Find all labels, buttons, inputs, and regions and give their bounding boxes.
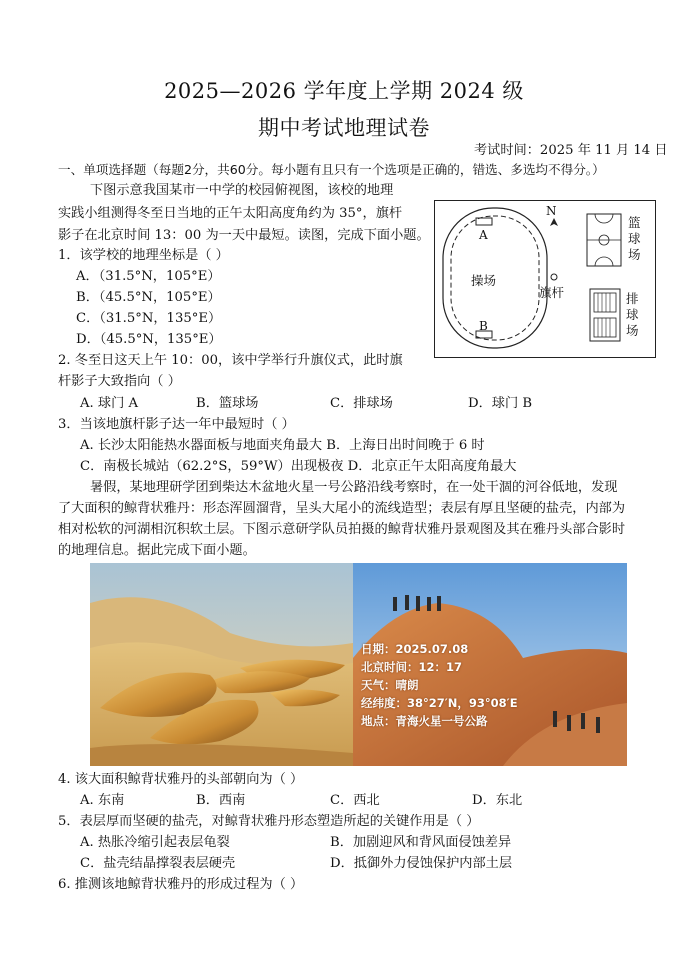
q1-option-d: D．（45.5°N，135°E） (76, 332, 222, 347)
campus-map (434, 200, 656, 358)
exam-title-line1: 2025—2026 学年度上学期 2024 级 (164, 79, 524, 103)
q6-stem: 6. 推测该地鲸背状雅丹的形成过程为（ ） (58, 877, 304, 892)
goal-a-label: A (479, 228, 488, 242)
photo-time: 北京时间：12：17 (361, 660, 463, 674)
photo-date: 日期：2025.07.08 (361, 642, 469, 656)
passage1-line1: 下图示意我国某市一中学的校园俯视图，该校的地理 (90, 183, 394, 198)
flagpole-label: 旗杆 (539, 285, 565, 300)
north-label: N (546, 204, 557, 218)
q5-option-d: D．抵御外力侵蚀保护内部土层 (330, 856, 513, 871)
q2-stem-line1: 2. 冬至日这天上午 10：00，该中学举行升旗仪式，此时旗 (58, 353, 403, 368)
photo-place: 地点：青海火星一号公路 (361, 714, 488, 728)
q2-option-c: C．排球场 (330, 396, 393, 411)
track-label: 操场 (471, 273, 497, 288)
basketball-label-3: 场 (628, 247, 641, 262)
basketball-label-2: 球 (628, 231, 641, 246)
q4-stem: 4. 该大面积鲸背状雅丹的头部朝向为（ ） (58, 772, 304, 787)
q3-stem: 3．当该地旗杆影子达一年中最短时（ ） (58, 417, 295, 432)
q2-option-d: D．球门 B (468, 396, 533, 411)
q5-option-c: C．盐壳结晶撑裂表层硬壳 (80, 856, 236, 871)
q5-option-b: B．加剧迎风和背风面侵蚀差异 (330, 835, 512, 850)
exam-title-line2: 期中考试地理试卷 (258, 116, 430, 140)
passage1-line3: 影子在北京时间 13：00 为一天中最短。读图，完成下面小题。 (58, 228, 430, 243)
q2-stem-line2: 杆影子大致指向（ ） (58, 374, 181, 389)
q4-option-b: B．西南 (196, 793, 246, 808)
passage2-line3: 相对松软的河湖相沉积软土层。下图示意研学队员拍摄的鲸背状雅丹景观图及其在雅丹头部合影时 (58, 522, 626, 537)
q1-option-b: B．（45.5°N，105°E） (76, 290, 221, 305)
passage1-line2: 实践小组测得冬至日当地的正午太阳高度角约为 35°，旗杆 (58, 206, 403, 221)
passage2-line2: 了大面积的鲸背状雅丹：形态浑圆溜背，呈头大尾小的流线造型；表层有厚且坚硬的盐壳，内部为 (58, 501, 626, 516)
q2-option-b: B．篮球场 (196, 396, 259, 411)
q1-option-c: C．（31.5°N，135°E） (76, 311, 222, 326)
goal-b-label: B (479, 319, 488, 333)
exam-time: 考试时间：2025 年 11 月 14 日 (474, 143, 668, 158)
q2-option-a: A. 球门 A (80, 396, 138, 411)
q4-option-d: D．东北 (472, 793, 523, 808)
passage2-line1: 暑假，某地理研学团到柴达木盆地火星一号公路沿线考察时，在一处干涸的河谷低地，发现 (90, 480, 618, 495)
volleyball-label-3: 场 (626, 323, 639, 338)
q3-options-ab: A. 长沙太阳能热水器面板与地面夹角最大 B．上海日出时间晚于 6 时 (80, 438, 485, 453)
volleyball-label-1: 排 (626, 291, 639, 306)
q3-options-cd: C．南极长城站（62.2°S，59°W）出现极夜 D．北京正午太阳高度角最大 (80, 459, 517, 474)
yardang-illustration (90, 563, 353, 766)
section-heading: 一、单项选择题（每题2分，共60分。每小题有且只有一个选项是正确的，错选、多选均不得分。） (58, 162, 605, 177)
field-photo (353, 563, 627, 766)
basketball-label-1: 篮 (628, 215, 641, 230)
q4-option-a: A. 东南 (80, 793, 125, 808)
volleyball-label-2: 球 (626, 307, 639, 322)
q4-option-c: C．西北 (330, 793, 380, 808)
photo-coords: 经纬度：38°27′N，93°08′E (361, 696, 518, 710)
q1-option-a: A．（31.5°N，105°E） (76, 269, 221, 284)
q5-option-a: A. 热胀冷缩引起表层龟裂 (80, 835, 230, 850)
photo-weather: 天气：晴朗 (361, 678, 419, 692)
q1-stem: 1．该学校的地理坐标是（ ） (58, 248, 229, 263)
passage2-line4: 的地理信息。据此完成下面小题。 (58, 543, 256, 558)
q5-stem: 5．表层厚而坚硬的盐壳，对鲸背状雅丹形态塑造所起的关键作用是（ ） (58, 814, 480, 829)
